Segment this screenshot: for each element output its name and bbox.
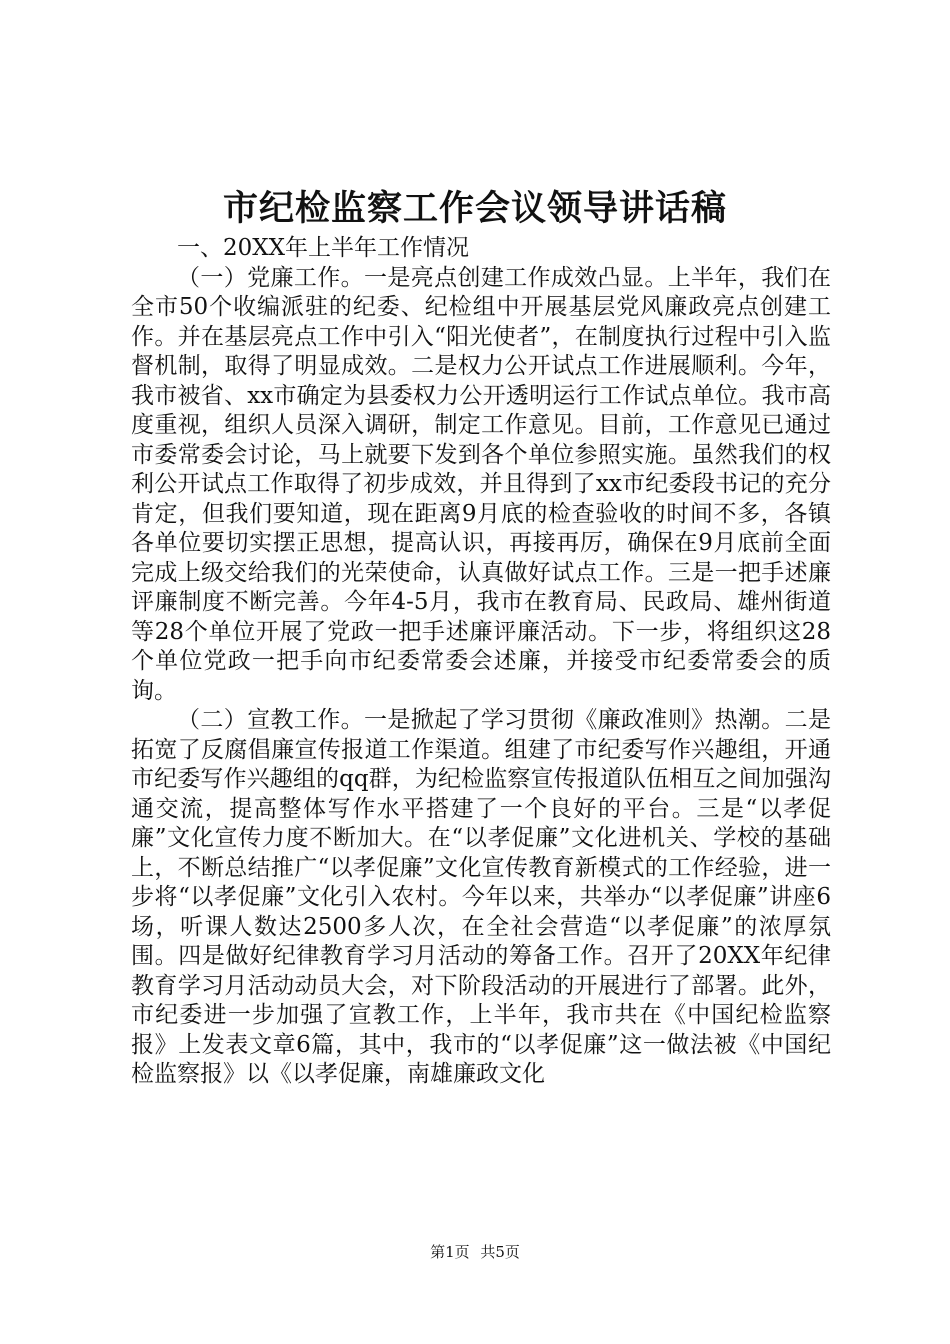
paragraph-party-integrity: （一）党廉工作。一是亮点创建工作成效凸显。上半年，我们在全市50个收编派驻的纪委、纪检组中开展基层党风廉政亮点创建工作。并在基层亮点工作中引入“阳光使者”，在制度执行过程中引入监督机制，取得了明显成效。二是权力公开试点工作进展顺利。今年，我市被省、xx市确定为县委权力公开透明运行工作试点单位。我市高度重视，组织人员深入调研，制定工作意见。目前，工作意见已通过市委常委会讨论，马上就要下发到各个单位参照实施。虽然我们的权利公开试点工作取得了初步成效，并且得到了xx市纪委段书记的充分肯定，但我们要知道，现在距离9月底的检查验收的时间不多，各镇各单位要切实摆正思想，提高认识，再接再厉，确保在9月底前全面完成上级交给我们的光荣使命，认真做好试点工作。三是一把手述廉评廉制度不断完善。今年4-5月，我市在教育局、民政局、雄州街道等28个单位开展了党政一把手述廉评廉活动。下一步，将组织这28个单位党政一把手向市纪委常委会述廉，并接受市纪委常委会的质询。 [131,264,831,704]
page-total: 共5页 [480,1243,520,1261]
page-number: 第1页 [430,1243,470,1261]
section-heading: 一、20XX年上半年工作情况 [177,235,470,261]
paragraph-publicity-education: （二）宣教工作。一是掀起了学习贯彻《廉政准则》热潮。二是拓宽了反腐倡廉宣传报道工作渠道。组建了市纪委写作兴趣组，开通市纪委写作兴趣组的qq群，为纪检监察宣传报道队伍相互之间加强沟通交流，提高整体写作水平搭建了一个良好的平台。三是“以孝促廉”文化宣传力度不断加大。在“以孝促廉”文化进机关、学校的基础上，不断总结推广“以孝促廉”文化宣传教育新模式的工作经验，进一步将“以孝促廉”文化引入农村。今年以来，共举办“以孝促廉”讲座6场，听课人数达2500多人次，在全社会营造“以孝促廉”的浓厚氛围。四是做好纪律教育学习月活动的筹备工作。召开了20XX年纪律教育学习月活动动员大会，对下阶段活动的开展进行了部署。此外，市纪委进一步加强了宣教工作，上半年，我市共在《中国纪检监察报》上发表文章6篇，其中，我市的“以孝促廉”这一做法被《中国纪检监察报》以《以孝促廉，南雄廉政文化 [131,707,831,1087]
document-title: 市纪检监察工作会议领导讲话稿 [222,188,727,229]
document-body [131,234,831,1090]
page-footer [0,1242,950,1262]
